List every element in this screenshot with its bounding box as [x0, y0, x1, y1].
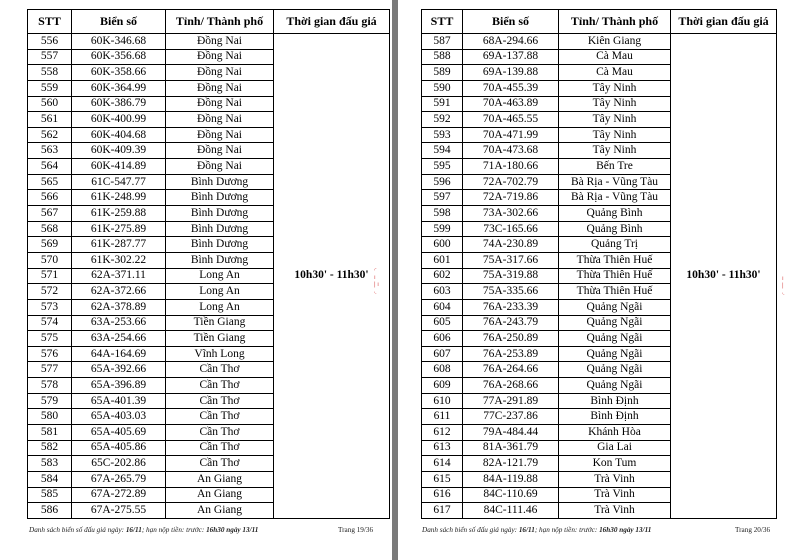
cell-plate: 77A-291.89 [463, 393, 559, 409]
cell-plate: 67A-272.89 [72, 487, 166, 503]
cell-stt: 616 [422, 487, 463, 503]
cell-province: Cần Thơ [166, 456, 274, 472]
cell-stt: 609 [422, 378, 463, 394]
cell-stt: 575 [28, 331, 72, 347]
cell-stt: 605 [422, 315, 463, 331]
page-footer [29, 526, 258, 534]
cell-province: Trà Vinh [559, 487, 671, 503]
cell-plate: 76A-243.79 [463, 315, 559, 331]
cell-plate: 84A-119.88 [463, 471, 559, 487]
cell-province: Quảng Ngãi [559, 378, 671, 394]
plate-table-left [27, 9, 390, 519]
cell-plate: 73A-302.66 [463, 206, 559, 222]
cell-province: Gia Lai [559, 440, 671, 456]
cell-province: Quảng Bình [559, 221, 671, 237]
header-time: Thời gian đấu giá [274, 10, 390, 34]
cell-plate: 76A-233.39 [463, 299, 559, 315]
cell-stt: 574 [28, 315, 72, 331]
cell-plate: 63A-253.66 [72, 315, 166, 331]
cell-province: Đồng Nai [166, 127, 274, 143]
cell-stt: 560 [28, 96, 72, 112]
cell-province: Đồng Nai [166, 34, 274, 50]
cell-stt: 583 [28, 456, 72, 472]
cell-stt: 602 [422, 268, 463, 284]
cell-plate: 82A-121.79 [463, 456, 559, 472]
table-header-row [28, 10, 390, 34]
cell-stt: 617 [422, 503, 463, 519]
cell-stt: 582 [28, 440, 72, 456]
cell-stt: 588 [422, 49, 463, 65]
cell-stt: 599 [422, 221, 463, 237]
cell-stt: 592 [422, 112, 463, 128]
cell-province: Tiền Giang [166, 315, 274, 331]
cell-plate: 65A-401.39 [72, 393, 166, 409]
cell-stt: 596 [422, 174, 463, 190]
cell-plate: 68A-294.66 [463, 34, 559, 50]
cell-stt: 562 [28, 127, 72, 143]
cell-province: Vĩnh Long [166, 346, 274, 362]
cell-stt: 572 [28, 284, 72, 300]
cell-province: Quảng Trị [559, 237, 671, 253]
cell-province: Bến Tre [559, 159, 671, 175]
cell-stt: 556 [28, 34, 72, 50]
cell-stt: 569 [28, 237, 72, 253]
header-stt: STT [422, 10, 463, 34]
cell-province: An Giang [166, 487, 274, 503]
cell-stt: 568 [28, 221, 72, 237]
cell-province: Tây Ninh [559, 112, 671, 128]
auction-time-cell: 10h30' - 11h30' [274, 34, 390, 519]
cell-stt: 613 [422, 440, 463, 456]
cell-province: Thừa Thiên Huế [559, 268, 671, 284]
cell-stt: 598 [422, 206, 463, 222]
cell-plate: 84C-111.46 [463, 503, 559, 519]
cell-plate: 63A-254.66 [72, 331, 166, 347]
cell-plate: 62A-371.11 [72, 268, 166, 284]
cell-province: Tây Ninh [559, 96, 671, 112]
cell-province: Thừa Thiên Huế [559, 284, 671, 300]
document-page-left [0, 0, 392, 560]
cell-stt: 571 [28, 268, 72, 284]
footer-date: 16/11 [125, 526, 142, 534]
cell-plate: 75A-335.66 [463, 284, 559, 300]
footer-prefix: Danh sách biển số đấu giá ngày: [422, 526, 519, 534]
cell-province: Tây Ninh [559, 80, 671, 96]
cell-plate: 75A-317.66 [463, 252, 559, 268]
cell-plate: 65A-405.86 [72, 440, 166, 456]
header-stt: STT [28, 10, 72, 34]
cell-province: Cần Thơ [166, 378, 274, 394]
cell-province: Long An [166, 299, 274, 315]
cell-province: Tiền Giang [166, 331, 274, 347]
header-province: Tỉnh/ Thành phố [559, 10, 671, 34]
cell-stt: 593 [422, 127, 463, 143]
document-page-right [398, 0, 793, 560]
cell-plate: 60K-356.68 [72, 49, 166, 65]
cell-stt: 565 [28, 174, 72, 190]
cell-plate: 60K-400.99 [72, 112, 166, 128]
cell-province: Đồng Nai [166, 96, 274, 112]
cell-province: Quảng Ngãi [559, 315, 671, 331]
cell-province: Đồng Nai [166, 65, 274, 81]
cell-plate: 61C-547.77 [72, 174, 166, 190]
cell-stt: 579 [28, 393, 72, 409]
cell-plate: 79A-484.44 [463, 425, 559, 441]
page-number: Trang 20/36 [735, 526, 771, 534]
cell-stt: 590 [422, 80, 463, 96]
cell-stt: 577 [28, 362, 72, 378]
cell-plate: 60K-358.66 [72, 65, 166, 81]
cell-plate: 64A-164.69 [72, 346, 166, 362]
cell-province: Đồng Nai [166, 112, 274, 128]
cell-plate: 76A-253.89 [463, 346, 559, 362]
footer-mid: ; hạn nộp tiền: trước: [534, 526, 600, 534]
cell-plate: 70A-473.68 [463, 143, 559, 159]
cell-stt: 580 [28, 409, 72, 425]
header-province: Tỉnh/ Thành phố [166, 10, 274, 34]
cell-province: Thừa Thiên Huế [559, 252, 671, 268]
cell-province: Bình Dương [166, 174, 274, 190]
cell-plate: 65A-392.66 [72, 362, 166, 378]
header-plate: Biển số [72, 10, 166, 34]
plate-table-right [421, 9, 777, 519]
stamp-mark: ◜ ı | ı ◟ [374, 268, 379, 295]
cell-plate: 74A-230.89 [463, 237, 559, 253]
cell-stt: 561 [28, 112, 72, 128]
cell-province: Quảng Ngãi [559, 331, 671, 347]
header-time: Thời gian đấu giá [671, 10, 777, 34]
cell-plate: 61K-248.99 [72, 190, 166, 206]
cell-province: Bình Dương [166, 206, 274, 222]
cell-plate: 60K-404.68 [72, 127, 166, 143]
cell-plate: 65A-396.89 [72, 378, 166, 394]
cell-plate: 60K-386.79 [72, 96, 166, 112]
cell-plate: 61K-259.88 [72, 206, 166, 222]
cell-province: Tây Ninh [559, 143, 671, 159]
cell-stt: 611 [422, 409, 463, 425]
cell-plate: 70A-471.99 [463, 127, 559, 143]
cell-plate: 67A-275.55 [72, 503, 166, 519]
cell-stt: 606 [422, 331, 463, 347]
footer-date: 16/11 [518, 526, 535, 534]
cell-stt: 586 [28, 503, 72, 519]
cell-province: Quảng Bình [559, 206, 671, 222]
cell-province: Bình Định [559, 409, 671, 425]
cell-stt: 559 [28, 80, 72, 96]
cell-stt: 589 [422, 65, 463, 81]
cell-province: Cần Thơ [166, 440, 274, 456]
cell-plate: 72A-702.79 [463, 174, 559, 190]
cell-plate: 60K-364.99 [72, 80, 166, 96]
cell-province: Quảng Ngãi [559, 362, 671, 378]
cell-stt: 594 [422, 143, 463, 159]
cell-plate: 73C-165.66 [463, 221, 559, 237]
cell-stt: 564 [28, 159, 72, 175]
cell-stt: 607 [422, 346, 463, 362]
cell-province: Kon Tum [559, 456, 671, 472]
cell-province: Bình Dương [166, 252, 274, 268]
cell-stt: 614 [422, 456, 463, 472]
cell-stt: 612 [422, 425, 463, 441]
cell-plate: 81A-361.79 [463, 440, 559, 456]
cell-province: Quảng Ngãi [559, 346, 671, 362]
cell-plate: 77C-237.86 [463, 409, 559, 425]
footer-prefix: Danh sách biển số đấu giá ngày: [29, 526, 126, 534]
plate-table-body [422, 34, 777, 519]
cell-plate: 61K-275.89 [72, 221, 166, 237]
cell-plate: 70A-465.55 [463, 112, 559, 128]
cell-stt: 557 [28, 49, 72, 65]
footer-deadline: 16h30 ngày 13/11 [206, 526, 259, 534]
cell-plate: 61K-302.22 [72, 252, 166, 268]
cell-province: Đồng Nai [166, 49, 274, 65]
cell-plate: 72A-719.86 [463, 190, 559, 206]
cell-province: Long An [166, 284, 274, 300]
cell-plate: 76A-268.66 [463, 378, 559, 394]
cell-province: Trà Vinh [559, 503, 671, 519]
cell-province: Kiên Giang [559, 34, 671, 50]
cell-province: Cần Thơ [166, 393, 274, 409]
stamp-mark: ı | ◟ [782, 276, 785, 296]
cell-province: Đồng Nai [166, 80, 274, 96]
cell-stt: 600 [422, 237, 463, 253]
cell-province: An Giang [166, 471, 274, 487]
cell-province: Bình Dương [166, 237, 274, 253]
cell-province: Đồng Nai [166, 143, 274, 159]
page-number: Trang 19/36 [338, 526, 374, 534]
cell-province: Cần Thơ [166, 362, 274, 378]
cell-plate: 70A-455.39 [463, 80, 559, 96]
cell-stt: 601 [422, 252, 463, 268]
cell-stt: 558 [28, 65, 72, 81]
cell-stt: 566 [28, 190, 72, 206]
cell-province: Cà Mau [559, 49, 671, 65]
cell-plate: 60K-346.68 [72, 34, 166, 50]
cell-province: Long An [166, 268, 274, 284]
cell-province: Bà Rịa - Vũng Tàu [559, 174, 671, 190]
cell-stt: 567 [28, 206, 72, 222]
cell-plate: 75A-319.88 [463, 268, 559, 284]
cell-stt: 587 [422, 34, 463, 50]
cell-province: An Giang [166, 503, 274, 519]
cell-stt: 591 [422, 96, 463, 112]
cell-plate: 71A-180.66 [463, 159, 559, 175]
cell-plate: 76A-264.66 [463, 362, 559, 378]
cell-province: Tây Ninh [559, 127, 671, 143]
cell-plate: 67A-265.79 [72, 471, 166, 487]
auction-time-cell: 10h30' - 11h30' [671, 34, 777, 519]
table-header-row [422, 10, 777, 34]
footer-deadline: 16h30 ngày 13/11 [599, 526, 652, 534]
cell-plate: 70A-463.89 [463, 96, 559, 112]
table-row [28, 34, 390, 50]
cell-stt: 615 [422, 471, 463, 487]
cell-province: Bình Định [559, 393, 671, 409]
cell-plate: 61K-287.77 [72, 237, 166, 253]
cell-plate: 60K-414.89 [72, 159, 166, 175]
cell-plate: 76A-250.89 [463, 331, 559, 347]
cell-stt: 585 [28, 487, 72, 503]
cell-stt: 563 [28, 143, 72, 159]
cell-plate: 69A-139.88 [463, 65, 559, 81]
cell-stt: 608 [422, 362, 463, 378]
cell-stt: 610 [422, 393, 463, 409]
cell-province: Quảng Ngãi [559, 299, 671, 315]
cell-province: Trà Vinh [559, 471, 671, 487]
table-row [422, 34, 777, 50]
cell-stt: 578 [28, 378, 72, 394]
cell-province: Khánh Hòa [559, 425, 671, 441]
cell-province: Bình Dương [166, 190, 274, 206]
footer-mid: ; hạn nộp tiền: trước: [141, 526, 207, 534]
cell-province: Cà Mau [559, 65, 671, 81]
cell-province: Đồng Nai [166, 159, 274, 175]
cell-plate: 84C-110.69 [463, 487, 559, 503]
cell-stt: 603 [422, 284, 463, 300]
cell-stt: 576 [28, 346, 72, 362]
cell-stt: 597 [422, 190, 463, 206]
cell-plate: 65C-202.86 [72, 456, 166, 472]
page-footer [422, 526, 651, 534]
cell-plate: 62A-372.66 [72, 284, 166, 300]
cell-plate: 60K-409.39 [72, 143, 166, 159]
cell-stt: 581 [28, 425, 72, 441]
cell-province: Bà Rịa - Vũng Tàu [559, 190, 671, 206]
plate-table-body [28, 34, 390, 519]
cell-stt: 570 [28, 252, 72, 268]
cell-stt: 595 [422, 159, 463, 175]
cell-plate: 65A-405.69 [72, 425, 166, 441]
cell-stt: 584 [28, 471, 72, 487]
cell-plate: 65A-403.03 [72, 409, 166, 425]
cell-province: Cần Thơ [166, 409, 274, 425]
cell-plate: 62A-378.89 [72, 299, 166, 315]
cell-province: Cần Thơ [166, 425, 274, 441]
cell-stt: 604 [422, 299, 463, 315]
header-plate: Biển số [463, 10, 559, 34]
cell-plate: 69A-137.88 [463, 49, 559, 65]
cell-province: Bình Dương [166, 221, 274, 237]
cell-stt: 573 [28, 299, 72, 315]
